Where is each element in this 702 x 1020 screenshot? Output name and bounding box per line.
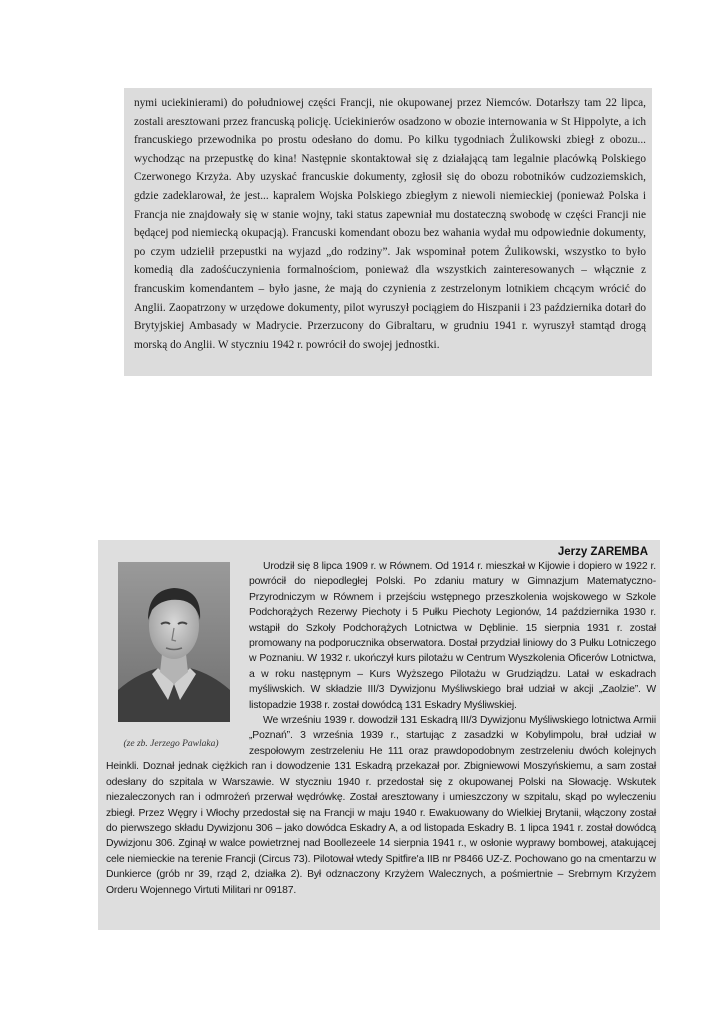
book-excerpt-scan bbox=[124, 88, 652, 376]
bio-paragraph-2: We wrześniu 1939 r. dowodził 131 Eskadrą III/3 Dywizjonu Myśliwskiego lotnictwa Armii „Poznań”. 3 września 1939 r., startując z zasadzki w Kobylimpolu, brał udział w zespołowym zestrzeleniu He 111 oraz prawdopodobnym zestrzeleniu dwóch kolejnych Heinkli. Doznał jednak ciężkich ran i dowodzenie 131 Eskadrą przekazał por. Zbigniewowi Moszyńskiemu, a sam został odesłany do szpitala w Warszawie. W styczniu 1940 r. przedostał się z okupowanej Polski na Słowację. Wskutek niezaleczonych ran i odmrożeń przerwał wędrówkę. Został aresztowany i umieszczony w szpitalu, skąd po wyleczeniu zbiegł. Przez Węgry i Włochy przedostał się na Francji w maju 1940 r. Ewakuowany do Wielkiej Brytanii, włączony został do pierwszego składu Dywizjonu 306 – jako dowódca Eskadry A, a od listopada Eskadry B. 1 lipca 1941 r. został dowódcą Dywizjonu 306. Zginął w walce powietrznej nad Boollezeele 14 sierpnia 1941 r., w osłonie wyprawy bombowej, atakującej cele niemieckie na terenie Francji (Circus 73). Pilotował wtedy Spitfire'a IIB nr P8466 UZ-Z. Pochowano go na cmentarzu w Dunkierce (grób nr 39, rząd 2, działka 2). Był odznaczony Krzyżem Walecznych, a pośmiertnie – Srebrnym Krzyżem Orderu Wojennego Virtuti Militari nr 09187. bbox=[106, 715, 656, 896]
bio-paragraph-1: Urodził się 8 lipca 1909 r. w Równem. Od 1914 r. mieszkał w Kijowie i dopiero w 1922 r. powrócił do niepodległej Polski. Po zdaniu matury w Gimnazjum Matematyczno-Przyrodniczym w Równem i przejściu wstępnego przeszkolenia wojskowego w Szkole Podchorążych Rezerwy Piechoty i 5 Pułku Piechoty Legionów, 14 października 1930 r. wstąpił do Szkoły Podchorążych Lotnictwa w Dęblinie. 15 sierpnia 1931 r. został promowany na podporucznika obserwatora. Dostał przydział liniowy do 3 Pułku Lotniczego w Poznaniu. W 1932 r. ukończył kurs pilotażu w Centrum Wyszkolenia Oficerów Lotnictwa, a w roku następnym – Kurs Wyższego Pilotażu w Grudziądzu. Latał w eskadrach myśliwskich. W składzie III/3 Dywizjonu Myśliwskiego brał udział w akcji „Zaolzie”. W listopadzie 1938 r. został dowódcą 131 Eskadry Myśliwskiej. bbox=[249, 561, 656, 711]
bio-text bbox=[106, 559, 656, 898]
biography-scan bbox=[98, 540, 660, 930]
photo-credit: (ze zb. Jerzego Pawlaka) bbox=[123, 739, 219, 749]
bio-name: Jerzy ZAREMBA bbox=[557, 546, 648, 558]
excerpt-paragraph: nymi uciekinierami) do południowej części Francji, nie okupowanej przez Niemców. Dotarłszy tam 22 lipca, zostali aresztowani przez francuską policję. Uciekinierów osadzono w obozie internowania w St Hippolyte, a ich francuskiego przewodnika po prostu odesłano do domu. Po kilku tygodniach Żulikowski zbiegł z obozu... wychodząc na przepustkę do kina! Następnie skontaktował się z działającą tam legalnie placówką Polskiego Czerwonego Krzyża. Aby uzyskać francuskie dokumenty, zgłosił się do obozu robotników cudzoziemskich, gdzie zadeklarował, że jest... kapralem Wojska Polskiego zbiegłym z niewoli niemieckiej (ponieważ Polska i Francja nie znajdowały się w stanie wojny, taki status zapewniał mu dostateczną swobodę w części Francji nie będącej pod niemiecką okupacją). Francuski komendant obozu bez wahania wydał mu odpowiednie dokumenty, po czym udzielił przepustki na wyjazd „do rodziny”. Jak wspominał potem Żulikowski, wszystko to było komedią dla zadośćuczynienia formalnościom, ponieważ dla wszystkich zainteresowanych – włącznie z francuskim komendantem – było jasne, że mają do czynienia z zestrzelonym lotnikiem chcącym wrócić do Anglii. Zaopatrzony w urzędowe dokumenty, pilot wyruszył pociągiem do Hiszpanii i 23 października dotarł do Brytyjskiej Ambasady w Madrycie. Przerzucony do Gibraltaru, w grudniu 1941 r. wyruszył stamtąd drogą morską do Anglii. W styczniu 1942 r. powrócił do swojej jednostki. bbox=[134, 97, 646, 351]
